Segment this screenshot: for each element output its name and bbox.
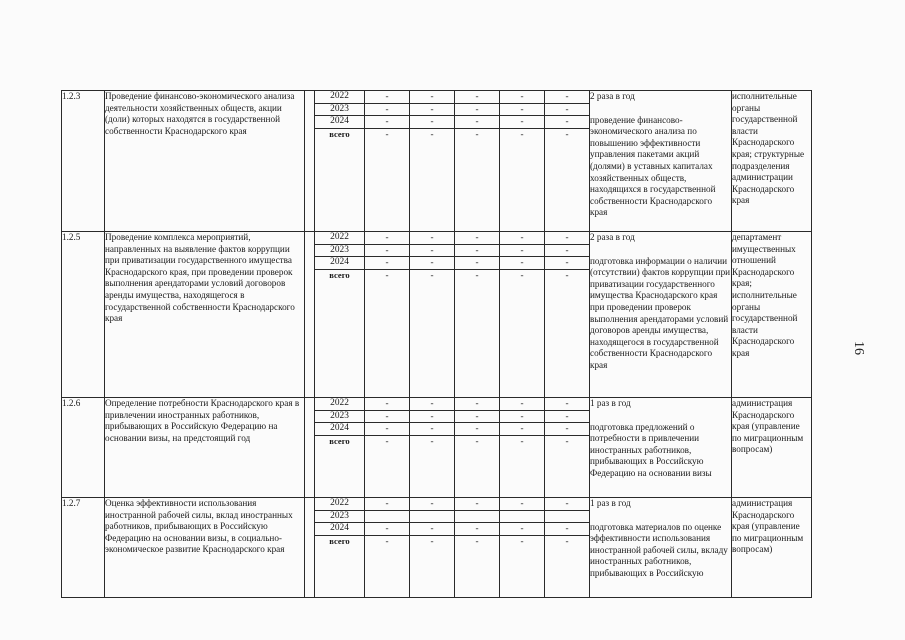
period-total: всего [329,269,350,280]
period-year: 2022 [315,232,364,245]
funding-value: - [410,245,454,258]
funding-value: - [500,523,544,536]
empty-cell [305,232,315,398]
funding-value: - [520,535,524,546]
funding-value: - [475,128,479,139]
funding-value: - [475,269,479,280]
funding-value: - [500,91,544,104]
funding-cell [455,498,500,598]
period-year: 2022 [315,498,364,511]
funding-value: - [410,423,454,436]
funding-value: - [455,498,499,511]
frequency: 2 раза в год [590,91,635,101]
period-year: 2023 [315,245,364,258]
funding-value: - [500,232,544,245]
funding-value: - [455,398,499,411]
period-year: 2022 [315,398,364,411]
funding-value: - [455,423,499,436]
period-total: всего [329,535,350,546]
result-cell [590,91,732,232]
funding-value: - [365,398,409,411]
funding-value: - [430,128,434,139]
funding-cell [410,91,455,232]
funding-cell [455,91,500,232]
funding-value: - [545,91,589,104]
funding-value: - [545,116,589,129]
period-total: всего [329,435,350,446]
funding-value: - [500,245,544,258]
period-cell [315,91,365,232]
funding-value: - [365,498,409,511]
row-number: 1.2.7 [62,498,105,598]
expected-result: проведение финансово-экономического анализа по повышению эффективности управления пакетами акций (долями) в уставных капиталах хозяйственных обществ, находящихся в государственной собственности Краснодарского края [590,114,716,218]
funding-value: - [365,423,409,436]
funding-value: - [385,535,389,546]
funding-value: - [500,498,544,511]
funding-cell [545,498,590,598]
funding-value: - [565,128,569,139]
funding-value: - [385,435,389,446]
funding-value: - [545,257,589,270]
expected-result: подготовка предложений о потребности в привлечении иностранных работников, прибывающих в Российскую Федерацию на основании визы [590,421,712,478]
funding-value: - [455,245,499,258]
row-number: 1.2.6 [62,398,105,498]
funding-value: - [410,398,454,411]
funding-value [545,511,589,524]
funding-cell [365,91,410,232]
funding-value: - [545,245,589,258]
funding-value: - [410,523,454,536]
funding-value: - [500,423,544,436]
period-year: 2023 [315,511,364,524]
period-year: 2024 [315,423,364,436]
funding-cell [410,498,455,598]
period-total: всего [329,128,350,139]
funding-value: - [520,269,524,280]
funding-cell [410,398,455,498]
measure-name: Оценка эффективности использования иностранной рабочей силы, вклад иностранных работников, прибывающих в Российскую Федерацию на основании визы, в социально-экономическое развитие Краснодарского края [105,498,305,598]
funding-value: - [455,116,499,129]
funding-value [410,511,454,524]
funding-value: - [430,435,434,446]
funding-cell [365,232,410,398]
funding-value: - [520,128,524,139]
funding-value: - [500,257,544,270]
funding-cell [500,232,545,398]
frequency: 1 раз в год [590,398,631,408]
funding-value: - [545,398,589,411]
table-row [62,91,812,232]
funding-value: - [430,535,434,546]
expected-result: подготовка информации о наличии (отсутствии) фактов коррупции при приватизации государственного имущества Краснодарского края при проведении проверок выполнения арендаторами условий договоров аренды имущества, находящегося в государственной собственности Краснодарского края [590,255,731,370]
funding-value: - [545,498,589,511]
funding-value: - [545,104,589,117]
funding-value: - [410,411,454,424]
empty-cell [305,498,315,598]
period-cell [315,498,365,598]
funding-cell [365,498,410,598]
funding-value: - [365,116,409,129]
funding-value: - [365,91,409,104]
row-number: 1.2.5 [62,232,105,398]
result-cell [590,398,732,498]
funding-cell [545,398,590,498]
executors: администрация Краснодарского края (управление по миграционным вопросам) [732,398,812,498]
expected-result: подготовка материалов по оценке эффективности использования иностранной рабочей силы, вкладу иностранных работников, прибывающих в Российскую [590,521,728,578]
funding-value: - [410,116,454,129]
funding-value: - [385,269,389,280]
funding-value: - [475,535,479,546]
funding-value: - [455,257,499,270]
measure-name: Определение потребности Краснодарского края в привлечении иностранных работников, прибывающих в Российскую Федерацию на основании визы, на предстоящий год [105,398,305,498]
funding-value: - [500,104,544,117]
funding-value: - [545,423,589,436]
funding-cell [365,398,410,498]
funding-cell [545,232,590,398]
period-cell [315,232,365,398]
funding-value: - [565,435,569,446]
period-year: 2023 [315,104,364,117]
funding-value: - [545,411,589,424]
funding-value: - [520,435,524,446]
funding-cell [455,398,500,498]
funding-value [455,511,499,524]
period-cell [315,398,365,498]
executors: исполнительные органы государственной власти Краснодарского края; структурные подразделения администрации Краснодарского края [732,91,812,232]
period-year: 2024 [315,523,364,536]
executors: администрация Краснодарского края (управление по миграционным вопросам) [732,498,812,598]
funding-value: - [365,411,409,424]
row-number: 1.2.3 [62,91,105,232]
funding-value: - [500,411,544,424]
measure-name: Проведение финансово-экономического анализа деятельности хозяйственных обществ, акции (доли) которых находятся в государственной собственности Краснодарского края [105,91,305,232]
funding-value [500,511,544,524]
measure-name: Проведение комплекса мероприятий, направленных на выявление фактов коррупции при приватизации государственного имущества Краснодарского края, при проведении проверок выполнения арендаторами условий договоров аренды имущества, находящегося в государственной собственности Краснодарского края [105,232,305,398]
empty-cell [305,398,315,498]
table-row [62,232,812,398]
funding-cell [500,91,545,232]
funding-value: - [410,104,454,117]
executors: департамент имущественных отношений Краснодарского края; исполнительные органы государственной власти Краснодарского края [732,232,812,398]
funding-value: - [545,523,589,536]
funding-value: - [365,257,409,270]
funding-cell [500,498,545,598]
funding-value: - [365,245,409,258]
period-year: 2024 [315,116,364,129]
funding-value: - [455,411,499,424]
funding-value: - [455,523,499,536]
funding-value: - [365,523,409,536]
table-row [62,398,812,498]
page-number: 16 [851,341,866,355]
plan-table [61,90,812,598]
funding-value: - [455,91,499,104]
period-year: 2023 [315,411,364,424]
funding-cell [410,232,455,398]
funding-value: - [365,104,409,117]
funding-value: - [500,116,544,129]
table-row [62,498,812,598]
funding-value: - [430,269,434,280]
period-year: 2024 [315,257,364,270]
funding-value: - [410,91,454,104]
frequency: 1 раз в год [590,498,631,508]
frequency: 2 раза в год [590,232,635,242]
funding-value: - [410,232,454,245]
funding-value: - [565,269,569,280]
funding-value: - [365,232,409,245]
funding-value: - [500,398,544,411]
result-cell [590,232,732,398]
funding-value: - [410,498,454,511]
funding-value: - [565,535,569,546]
empty-cell [305,91,315,232]
result-cell [590,498,732,598]
funding-cell [545,91,590,232]
funding-value: - [475,435,479,446]
period-year: 2022 [315,91,364,104]
funding-value: - [455,232,499,245]
funding-value: - [410,257,454,270]
funding-value: - [385,128,389,139]
funding-value: - [545,232,589,245]
funding-value [365,511,409,524]
funding-cell [455,232,500,398]
funding-cell [500,398,545,498]
funding-value: - [455,104,499,117]
